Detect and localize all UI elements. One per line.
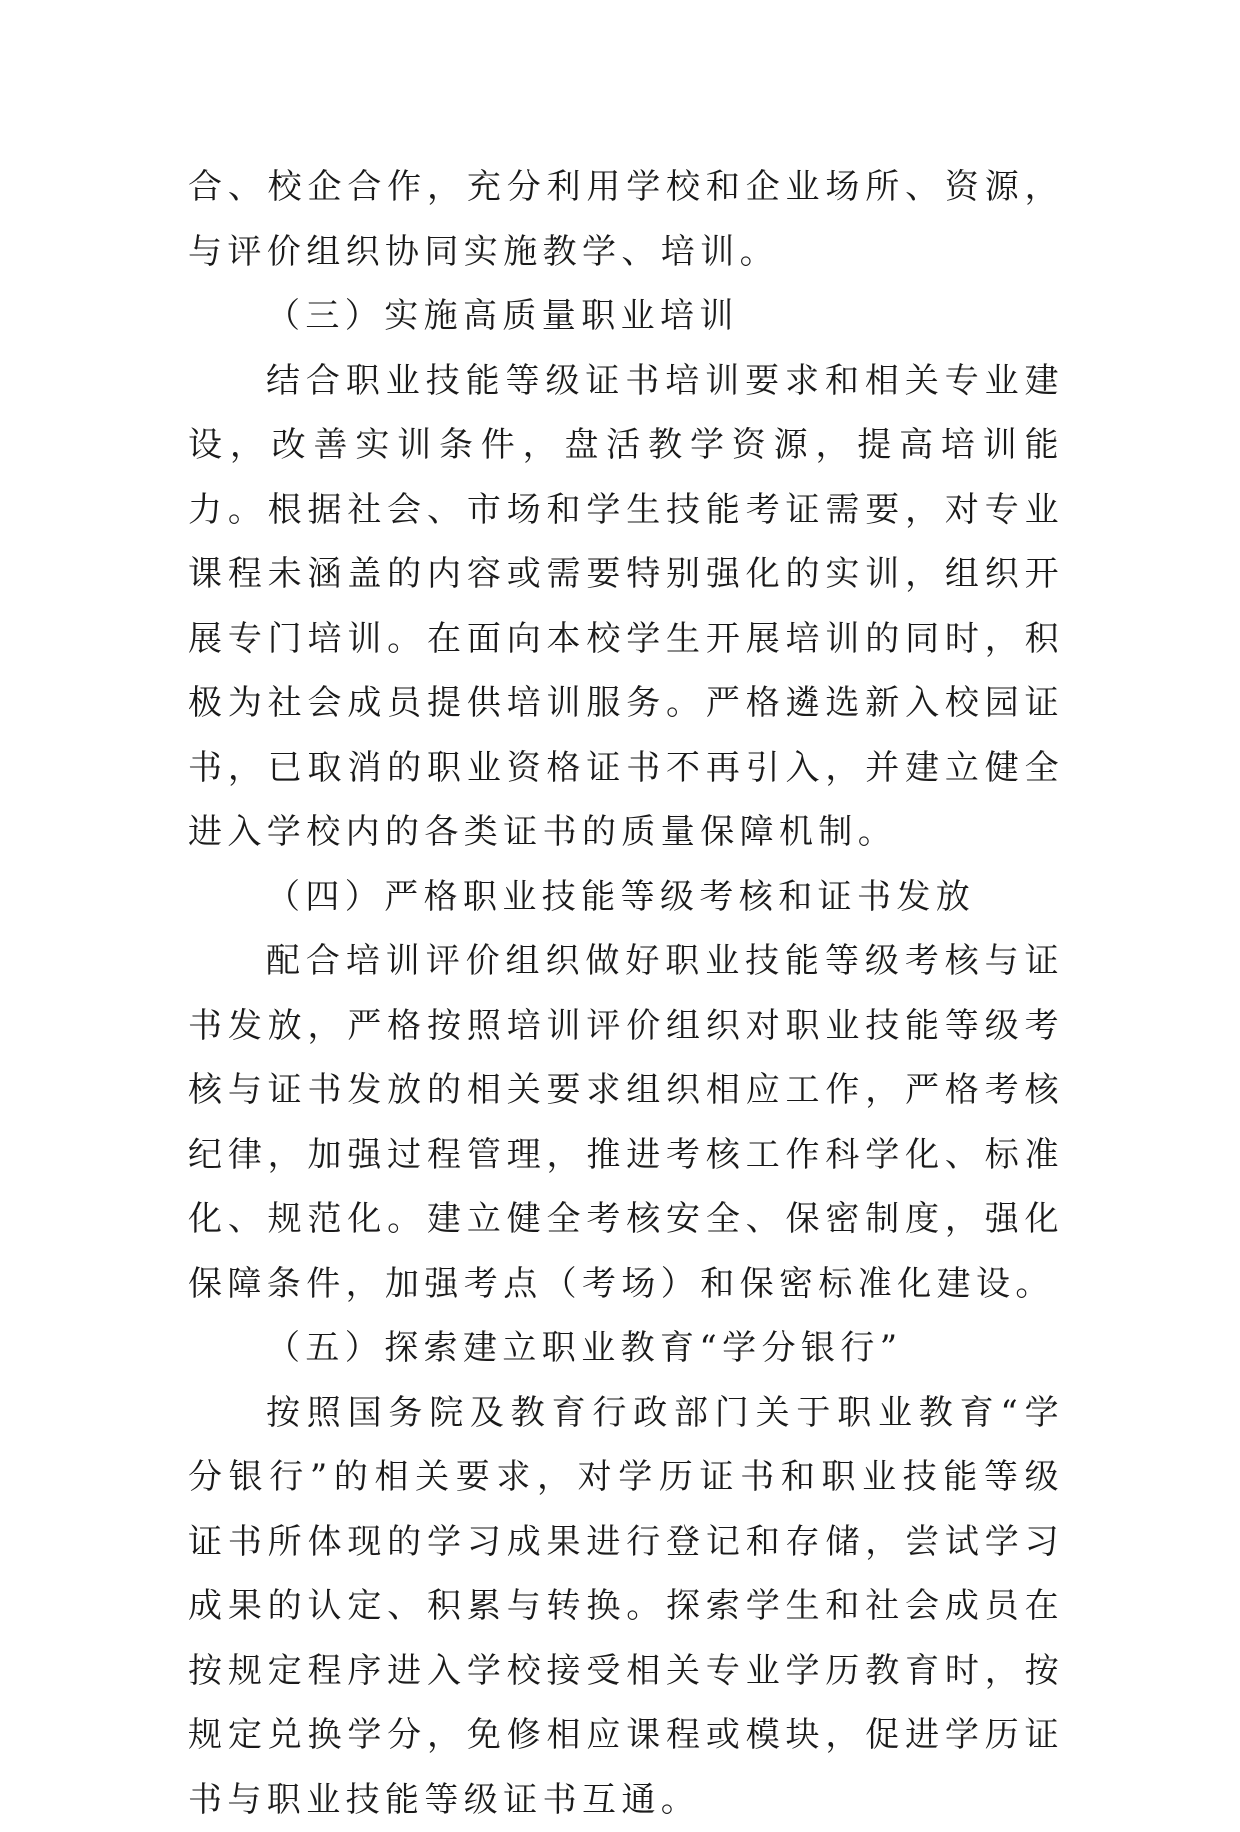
document-body bbox=[188, 155, 1064, 1832]
paragraph-continuation: 合、校企合作，充分利用学校和企业场所、资源，与评价组织协同实施教学、培训。 bbox=[188, 155, 1064, 284]
section-heading-3: （三）实施高质量职业培训 bbox=[188, 284, 1064, 349]
section-heading-5: （五）探索建立职业教育“学分银行” bbox=[188, 1316, 1064, 1381]
paragraph-credit-bank: 按照国务院及教育行政部门关于职业教育“学分银行”的相关要求，对学历证书和职业技能等级证书所体现的学习成果进行登记和存储，尝试学习成果的认定、积累与转换。探索学生和社会成员在按规定程序进入学校接受相关专业学历教育时，按规定兑换学分，免修相应课程或模块，促进学历证书与职业技能等级证书互通。 bbox=[188, 1381, 1064, 1832]
paragraph-training: 结合职业技能等级证书培训要求和相关专业建设，改善实训条件，盘活教学资源，提高培训能力。根据社会、市场和学生技能考证需要，对专业课程未涵盖的内容或需要特别强化的实训，组织开展专门培训。在面向本校学生开展培训的同时，积极为社会成员提供培训服务。严格遴选新入校园证书，已取消的职业资格证书不再引入，并建立健全进入学校内的各类证书的质量保障机制。 bbox=[188, 349, 1064, 865]
section-heading-4: （四）严格职业技能等级考核和证书发放 bbox=[188, 865, 1064, 930]
paragraph-assessment: 配合培训评价组织做好职业技能等级考核与证书发放，严格按照培训评价组织对职业技能等级考核与证书发放的相关要求组织相应工作，严格考核纪律，加强过程管理，推进考核工作科学化、标准化、规范化。建立健全考核安全、保密制度，强化保障条件，加强考点（考场）和保密标准化建设。 bbox=[188, 929, 1064, 1316]
